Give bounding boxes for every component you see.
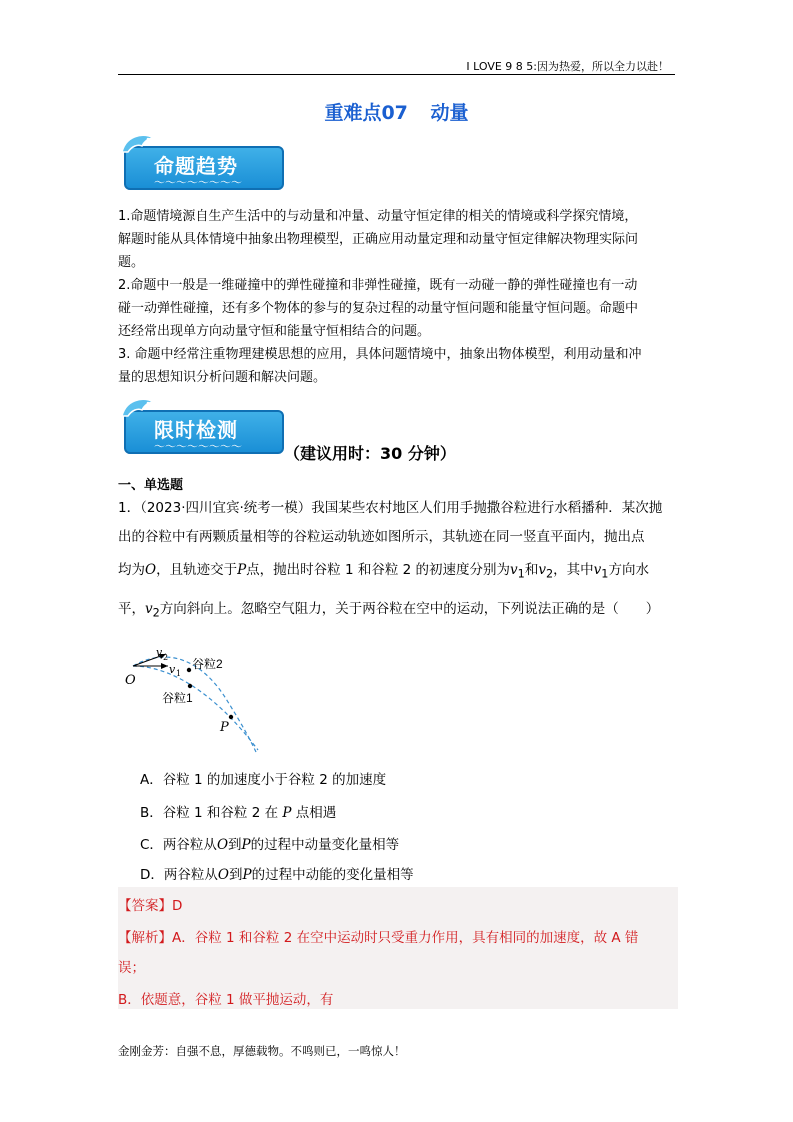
banner-test-label: 限时检测 bbox=[154, 418, 238, 442]
title-part1: 重难点07 bbox=[324, 102, 408, 124]
trend-line: 碰一动弹性碰撞，还有多个物体的参与的复杂过程的动量守恒问题和能量守恒问题。命题中 bbox=[118, 301, 639, 316]
trend-line: 2.命题中一般是一维碰撞中的弹性碰撞和非弹性碰撞，既有一动碰一静的弹性碰撞也有一动 bbox=[118, 278, 638, 293]
banner-trends-label: 命题趋势 bbox=[154, 154, 238, 178]
option-a[interactable]: A．谷粒 1 的加速度小于谷粒 2 的加速度 bbox=[140, 772, 387, 788]
label-v1-sub: 1 bbox=[176, 669, 182, 678]
trend-line: 3. 命题中经常注重物理建模思想的应用，具体问题情境中，抽象出物体模型，利用动量和冲 bbox=[118, 347, 642, 362]
trends-text bbox=[118, 205, 678, 389]
grain-2-dot bbox=[187, 668, 191, 672]
option-b[interactable]: B．谷粒 1 和谷粒 2 在 P 点相遇 bbox=[140, 805, 337, 821]
label-p: P bbox=[220, 720, 229, 735]
explanation-line: 【解析】A．谷粒 1 和谷粒 2 在空中运动时只受重力作用，具有相同的加速度，故 A 错 bbox=[118, 930, 639, 946]
page-title bbox=[0, 98, 793, 125]
option-c[interactable]: C．两谷粒从O到P的过程中动量变化量相等 bbox=[140, 837, 400, 853]
trend-line: 还经常出现单方向动量守恒和能量守恒相结合的问题。 bbox=[118, 324, 431, 339]
question-line: 平，$v_2$方向斜向上。忽略空气阻力，关于两谷粒在空中的运动，下列说法正确的是（ ） bbox=[118, 600, 660, 620]
label-v1: v bbox=[169, 663, 176, 676]
time-hint: （建议用时：30 分钟） bbox=[284, 444, 456, 463]
header-divider bbox=[118, 74, 675, 75]
banner-trends bbox=[124, 138, 284, 188]
point-p-dot bbox=[229, 715, 233, 719]
trajectory-figure bbox=[118, 640, 278, 755]
trend-line: 解题时能从具体情境中抽象出物理模型，正确应用动量定理和动量守恒定律解决物理实际问 bbox=[118, 232, 639, 247]
grain-1-dot bbox=[188, 684, 192, 688]
option-d[interactable]: D．两谷粒从O到P的过程中动能的变化量相等 bbox=[140, 867, 414, 883]
wave-decoration: ～～～～～～～～ bbox=[154, 440, 242, 453]
question-line: 均为O，且轨迹交于P点，抛出时谷粒 1 和谷粒 2 的初速度分别为$v_1$和$v_2$，其中$v_1$方向水 bbox=[118, 562, 649, 581]
label-grain-2: 谷粒2 bbox=[192, 657, 223, 671]
trend-line: 量的思想知识分析问题和解决问题。 bbox=[118, 370, 327, 385]
label-grain-1: 谷粒1 bbox=[162, 691, 193, 705]
title-part2: 动量 bbox=[430, 102, 469, 124]
footer-motto: 金刚金芳：自强不息，厚德载物。不鸣则已，一鸣惊人！ bbox=[118, 1044, 406, 1058]
trajectory-grain-2 bbox=[133, 657, 256, 752]
section-title: 一、单选题 bbox=[118, 478, 184, 493]
banner-test bbox=[124, 402, 284, 452]
label-v2-sub: 2 bbox=[163, 653, 169, 662]
explanation-line: B．依题意，谷粒 1 做平抛运动，有 bbox=[118, 992, 334, 1008]
label-v2: v bbox=[156, 646, 163, 659]
question-1 bbox=[118, 497, 678, 624]
explanation-line: 误； bbox=[118, 960, 145, 976]
wave-decoration: ～～～～～～～～ bbox=[154, 176, 242, 189]
question-line: 1．（2023·四川宜宾·统考一模）我国某些农村地区人们用手抛撒谷粒进行水稻播种．某次抛 bbox=[118, 500, 663, 516]
trend-line: 1.命题情境源自生产生活中的与动量和冲量、动量守恒定律的相关的情境或科学探究情境， bbox=[118, 209, 638, 224]
answer-line: 【答案】D bbox=[118, 898, 183, 914]
trajectory-grain-1 bbox=[133, 666, 258, 750]
header-slogan: I LOVE 9 8 5:因为热爱，所以全力以赴！ bbox=[466, 60, 669, 73]
question-line: 出的谷粒中有两颗质量相等的谷粒运动轨迹如图所示，其轨迹在同一竖直平面内，抛出点 bbox=[118, 529, 645, 545]
trend-line: 题。 bbox=[118, 255, 145, 270]
label-o: O bbox=[125, 673, 136, 688]
